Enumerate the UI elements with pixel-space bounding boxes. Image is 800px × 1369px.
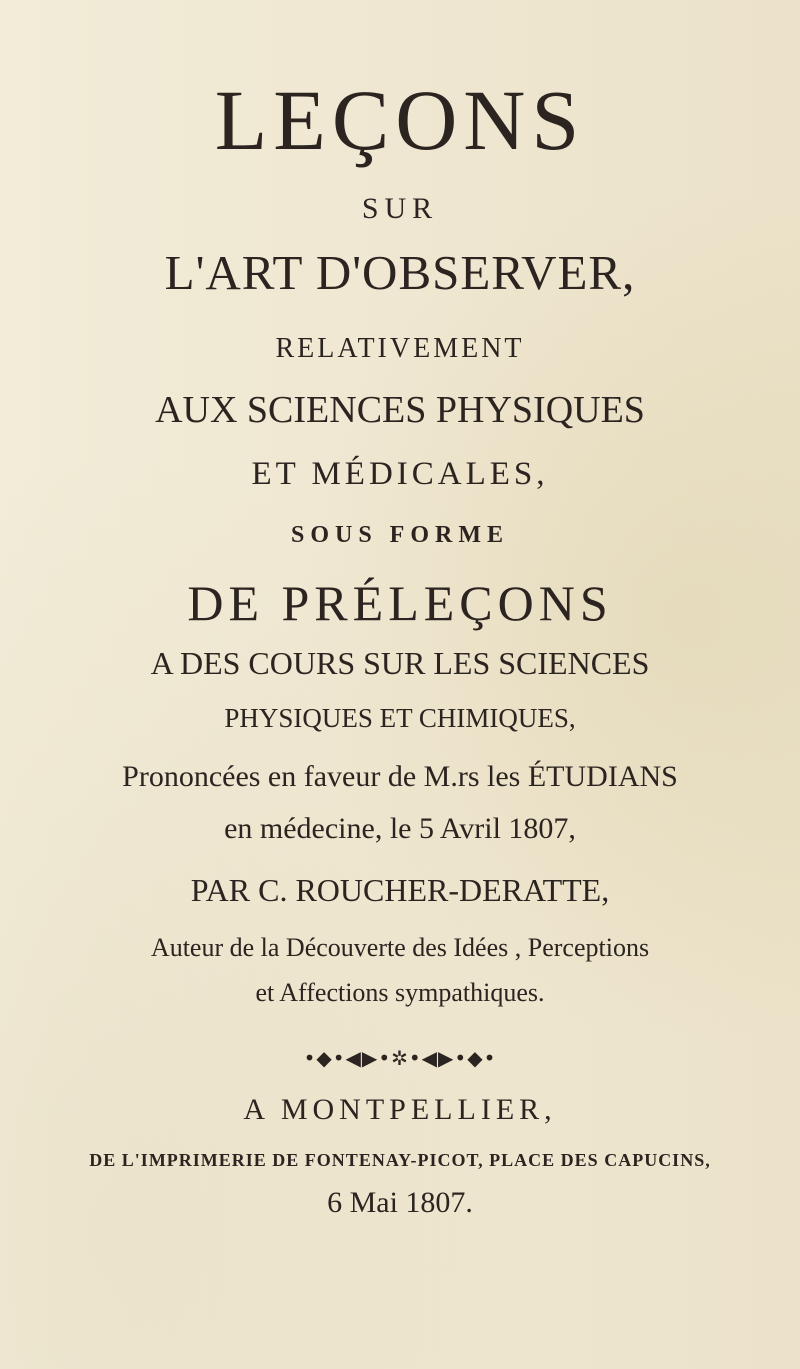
subtitle-relativement: RELATIVEMENT xyxy=(275,333,525,364)
subtitle-prelecons: DE PRÉLEÇONS xyxy=(187,575,613,631)
publication-date: 6 Mai 1807. xyxy=(327,1186,473,1219)
author-credentials-cont: et Affections sympathiques. xyxy=(255,978,545,1007)
subtitle-medicales: ET MÉDICALES, xyxy=(251,456,549,492)
printer-line: DE L'IMPRIMERIE DE FONTENAY-PICOT, PLACE DES CAPUCINS, xyxy=(89,1150,711,1170)
main-title: LEÇONS xyxy=(214,72,586,168)
subtitle-art-observer: L'ART D'OBSERVER, xyxy=(164,245,636,300)
subtitle-sous-forme: SOUS FORME xyxy=(290,522,509,548)
publication-city: A MONTPELLIER, xyxy=(243,1093,557,1126)
subtitle-aux-sciences: AUX SCIENCES PHYSIQUES xyxy=(155,389,645,431)
author-credentials: Auteur de la Découverte des Idées , Perceptions xyxy=(150,933,650,962)
title-sur: SUR xyxy=(361,192,439,225)
author-name: PAR C. ROUCHER-DERATTE, xyxy=(190,872,610,908)
ornament-divider: •◆•◀▶•✲•◀▶•◆• xyxy=(303,1046,497,1070)
dedication-line: Prononcées en faveur de M.rs les ÉTUDIANS xyxy=(122,760,678,793)
subtitle-cours: A DES COURS SUR LES SCIENCES xyxy=(150,645,650,681)
subtitle-physiques-chimiques: PHYSIQUES ET CHIMIQUES, xyxy=(224,703,576,733)
date-of-lecture: en médecine, le 5 Avril 1807, xyxy=(224,812,576,845)
